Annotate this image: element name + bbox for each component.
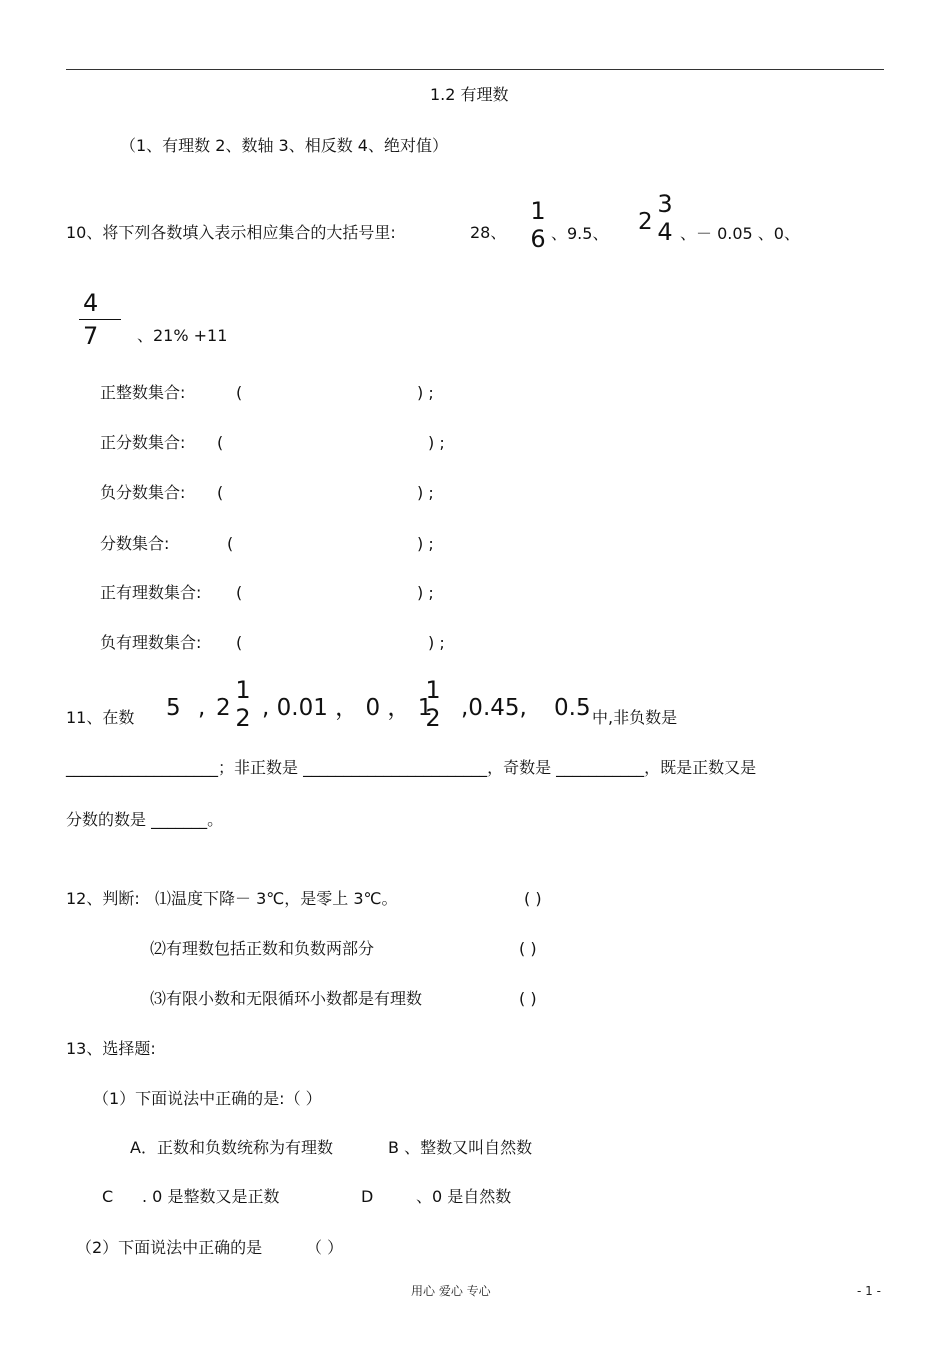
q11-after-mixed2: ,0.45, [461,695,527,721]
set-open-paren: ( [227,534,234,553]
set-positive-rationals-label: 正有理数集合: [100,583,202,602]
fraction-3-4 [653,190,677,246]
q13-sub2: （2）下面说法中正确的是 [76,1238,263,1257]
q11-line3: 分数的数是 _______。 [66,810,224,829]
set-positive-integers-label: 正整数集合: [100,383,186,402]
q12-item-3-mark: ( ) [519,989,537,1008]
fraction-1-2 [231,676,255,732]
set-close-paren: ) ; [417,483,434,502]
fraction-denominator: 4 [657,218,673,246]
fraction-denominator: 6 [530,225,546,253]
fraction-1-2 [421,676,445,732]
fraction-numerator: 1 [425,676,441,704]
topics-line: （1、有理数 2、数轴 3、相反数 4、绝对值） [120,136,448,155]
q11-five: 5 [166,695,181,721]
set-open-paren: ( [236,583,243,602]
q12-item-2-mark: ( ) [519,939,537,958]
set-close-paren: ) ; [417,383,434,402]
q13-option-c-letter: C [102,1187,114,1206]
set-negative-rationals-label: 负有理数集合: [100,633,202,652]
page-number: - 1 - [857,1284,881,1298]
fraction-denominator: 7 [83,322,99,350]
fraction-1-6 [526,197,550,253]
footer-motto: 用心 爱心 专心 [411,1284,491,1298]
q10-tail: 、21% +11 [137,326,228,345]
q11-comma: , [198,695,206,721]
q11-nonnegative-prompt: 中,非负数是 [592,708,678,727]
set-close-paren: ) ; [417,534,434,553]
set-open-paren: ( [236,633,243,652]
fraction-numerator: 4 [83,289,99,317]
q11-line2: ___________________；非正数是 _______________________，奇数是 ___________，既是正数又是 [66,758,757,777]
mixed-whole: 2 [638,209,653,235]
fraction-denominator: 2 [235,704,251,732]
fraction-4-7 [79,289,121,350]
q13-title: 13、选择题: [66,1039,156,1058]
q11-last-number: 0.5 [554,695,591,721]
q10-after-mixed: 、－ 0.05 、0、 [680,224,800,243]
q13-option-d: 、0 是自然数 [416,1187,512,1206]
q13-option-a: A．正数和负数统称为有理数 [130,1138,333,1157]
q10-number-28: 28、 [470,223,507,242]
q12-item-3: ⑶有限小数和无限循环小数都是有理数 [150,989,423,1008]
set-close-paren: ) ; [428,433,445,452]
set-positive-fractions-label: 正分数集合: [100,433,186,452]
q12-prefix: 12、判断: [66,889,140,908]
set-negative-fractions-label: 负分数集合: [100,483,186,502]
q13-sub2-paren: （ ） [306,1238,344,1257]
q11-mixed1-whole: 2 [216,695,231,721]
fraction-numerator: 3 [657,190,673,218]
q13-option-c: . 0 是整数又是正数 [142,1187,280,1206]
q12-item-1: ⑴温度下降－ 3℃，是零上 3℃。 [155,889,398,908]
q11-middle-numbers: , 0.01 ， 0 ， 1 [262,695,433,721]
q13-option-d-letter: D [361,1187,374,1206]
q12-item-1-mark: ( ) [524,889,542,908]
set-open-paren: ( [236,383,243,402]
q10-after-1-6: 、9.5、 [551,224,609,243]
fraction-bar [79,319,121,320]
header-rule [66,69,884,70]
fraction-numerator: 1 [530,197,546,225]
set-close-paren: ) ; [417,583,434,602]
q13-sub1: （1）下面说法中正确的是:（ ） [93,1089,322,1108]
set-close-paren: ) ; [428,633,445,652]
q10-prompt: 10、将下列各数填入表示相应集合的大括号里: [66,223,396,242]
fraction-denominator: 2 [425,704,441,732]
page-title: 1.2 有理数 [430,85,509,104]
set-open-paren: ( [217,433,224,452]
fraction-numerator: 1 [235,676,251,704]
q13-option-b: B 、整数又叫自然数 [388,1138,533,1157]
set-fractions-label: 分数集合: [100,534,170,553]
set-open-paren: ( [217,483,224,502]
q12-item-2: ⑵有理数包括正数和负数两部分 [150,939,375,958]
q11-prefix: 11、在数 [66,708,135,727]
